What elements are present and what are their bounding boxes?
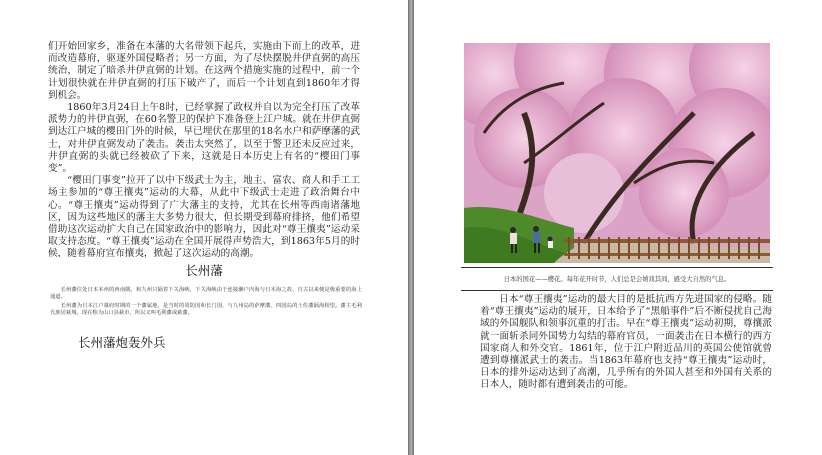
left-page — [0, 0, 408, 455]
side-note — [50, 287, 362, 302]
paragraph: 日本“尊王攘夷”运动的最大目的是抵抗西方先进国家的侵略。随着“尊王攘夷”运动的展开，日本给予了“黑船事件”后不断侵扰自己海域的外国舰队和领事沉重的打击。早在“尊王攘夷”运动初期，尊攘派就一面斩杀同外国势力勾结的幕府官员，一面袭击在日本横行的西方国家商人和外交官。1861年，位于江户附近品川的英国公使馆就曾遭到尊攘派武士的袭击。当1863年幕府也支持“尊王攘夷”运动时，日本的排外运动达到了高潮，几乎所有的外国人甚至和外国有关系的日本人，随时都有遭到袭击的可能。 — [480, 294, 772, 391]
photo-caption: 日本的国花——樱花。每年花开时节，人们总是会嬉戏其间，感受大自然的气息。 — [503, 276, 731, 283]
side-note — [50, 303, 362, 318]
section-heading-changzhou: 长州藩 — [185, 263, 223, 278]
side-note-text: 长州藩位处日本本州的西南隅，和九州只隔着下关海峡，下关海峡由于连接濑户内海与日本海之故，自古以来便是极重要的海上通道。 — [50, 287, 362, 301]
side-note-text: 长州藩为日本江户幕府时期的一个藩属地，是当时的周防国和长门国，与九州岛的萨摩藩、四国岛的土佐藩隔海相望。藩主毛利氏族居萩城，现在称为山口县萩市，所以又叫毛利藩或萩藩。 — [50, 303, 362, 317]
section-heading-bombardment: 长州藩炮轰外兵 — [78, 335, 166, 350]
right-page — [414, 0, 822, 455]
left-body-text — [48, 41, 360, 261]
paragraph: 们开始回家乡，准备在本藩的大名带领下起兵，实施由下而上的改革，进而改造幕府，驱逐外国侵略者；另一方面，为了尽快摆脱井伊直弼的高压统治，制定了暗杀井伊直弼的计划。在这两个措施实施的过程中，前一个计划很快就在井伊直弼的打压下破产了，而后一个计划直到1860年才得到机会。 — [48, 41, 360, 101]
paragraph: 1860年3月24日上午8时，已经掌握了政权并自以为完全打压了改革派势力的井伊直弼，在60名警卫的保护下准备登上江户城。就在井伊直弼到达江户城的樱田门外的时候，早已埋伏在那里的18名水户和萨摩藩的武士，对井伊直弼发动了袭击。袭击太突然了，以至于警卫还未反应过来，井伊直弼的头就已经被砍了下来，这就是日本历史上有名的“樱田门事变”。 — [48, 102, 360, 175]
cherry-blossom-illustration — [464, 43, 770, 263]
cherry-blossom-photo — [464, 43, 770, 263]
paragraph: “樱田门事变”拉开了以中下级武士为主，地主、富农、商人和手工工场主参加的“尊王攘夷”运动的大幕，从此中下级武士走进了政治舞台中心。“尊王攘夷”运动得到了广大藩主的支持，尤其在长州等西南诸藩地区，因为这些地区的藩主大多势力很大，但长期受到幕府排挤，他们希望借助这次运动扩大自己在国家政治中的影响力，因此对“尊王攘夷”运动采取支持态度。“尊王攘夷”运动在全国开展得声势浩大，到1863年5月的时候，随着幕府宣布攘夷，掀起了这次运动的高潮。 — [48, 175, 360, 260]
caption-rule-top — [461, 267, 773, 268]
right-body-text — [480, 294, 772, 392]
caption-rule-bottom — [461, 290, 773, 291]
